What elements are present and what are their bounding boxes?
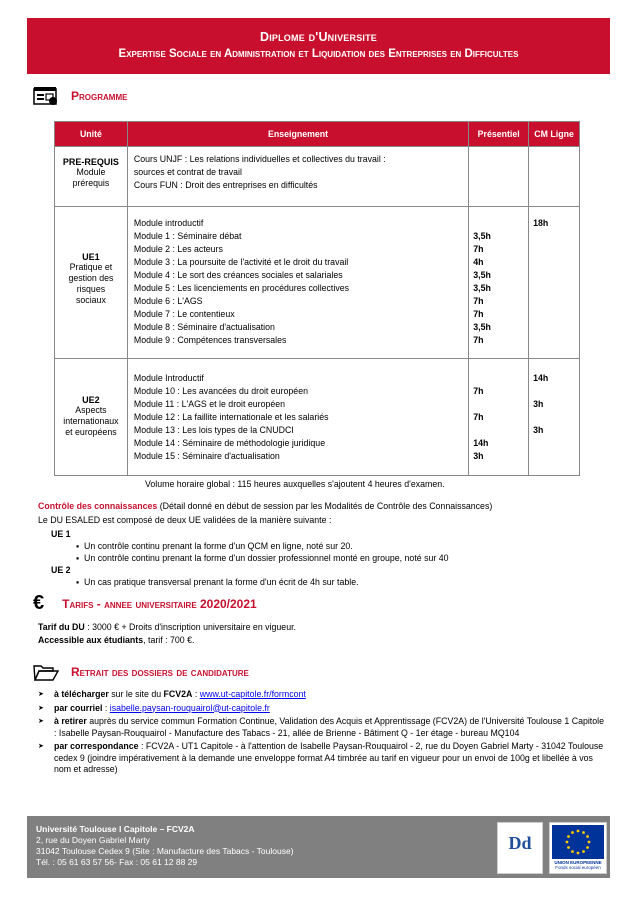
email-link[interactable]: isabelle.paysan-rouquairol@ut-capitole.fr: [109, 702, 270, 713]
module-line: Module Introductif: [133, 373, 204, 383]
presentiel-cell: [469, 207, 529, 359]
retrait-title: Retrait des dossiers de candidature: [71, 665, 249, 679]
hours-value: [533, 153, 579, 166]
unit-description: Pratique et: [69, 262, 113, 272]
presentiel-cell: [469, 359, 529, 476]
list-item: ➤ à retirer auprès du service commun Formation Continue, Validation des Acquis et Apprentissage (FCV2A) de l'Université Toulouse 1 Capitole : Isabelle Paysan-Rouquairol - Manufacture des Tabacs - 21, allée de Brienne - Bâtiment Q - 1er étage - bureau MQ104: [38, 716, 604, 738]
programme-table: [54, 121, 580, 476]
module-line: Module 8 : Séminaire d'actualisation: [133, 322, 275, 332]
hours-value: [533, 321, 579, 334]
eu-caption-2: Fonds social européen: [555, 865, 601, 870]
ue2-label: UE 2: [51, 565, 71, 575]
header-enseignement: Enseignement: [127, 122, 468, 147]
list-item: ➤ par correspondance : FCV2A - UT1 Capitole - à l'attention de Isabelle Paysan-Rouquairol - 2, rue du Doyen Gabriel Marty - 31042 Toulouse cedex 9 (joindre impérativement à la demande une enveloppe format A4 timbrée au tarif en vigueur pour un envoi de 100g et libellée à vos nom et adresse): [38, 741, 604, 774]
programme-icon: [33, 86, 59, 106]
controle-detail: (Détail donné en début de session par les Modalités de Contrôle des Connaissances): [157, 501, 493, 511]
module-line: Module 7 : Le contentieux: [133, 309, 235, 319]
hours-value: [533, 385, 579, 398]
retrait-list: [38, 689, 608, 776]
unit-code: UE1: [82, 252, 100, 262]
unit-cell: [55, 359, 128, 476]
tarifs-heading: [33, 592, 257, 615]
module-line: Module 9 : Compétences transversales: [133, 335, 287, 345]
module-line: Module 1 : Séminaire débat: [133, 231, 242, 241]
hours-value: 3,5h: [473, 270, 491, 280]
hours-value: [533, 437, 579, 450]
eu-star-icon: [571, 831, 574, 834]
website-link[interactable]: www.ut-capitole.fr/formcont: [199, 689, 306, 699]
unit-description: Aspects: [75, 405, 107, 415]
module-line: Module 11 : L'AGS et le droit européen: [133, 399, 286, 409]
hours-value: [473, 217, 528, 230]
hours-value: 7h: [473, 335, 484, 345]
footer-address-2: 31042 Toulouse Cedex 9 (Site : Manufacture des Tabacs - Toulouse): [36, 846, 294, 856]
retrait-heading: [33, 662, 249, 682]
module-line: Cours FUN : Droit des entreprises en difficultés: [133, 180, 318, 190]
hours-value: [533, 166, 579, 179]
banner-line-2: Expertise Sociale en Administration et Liquidation des Entreprises en Difficultes: [118, 48, 519, 60]
table-header-row: [55, 122, 580, 147]
hours-value: [533, 230, 579, 243]
unit-description: Module: [76, 167, 106, 177]
arrow-icon: ➤: [38, 718, 44, 725]
presentiel-cell: [469, 147, 529, 207]
title-banner: [27, 18, 610, 74]
unit-description: risques: [76, 284, 106, 294]
module-line: Module 2 : Les acteurs: [133, 244, 223, 254]
module-line: Module 3 : La poursuite de l'activité et le droit du travail: [133, 257, 349, 267]
hours-value: [533, 308, 579, 321]
eu-star-icon: [582, 831, 585, 834]
enseignement-cell: [127, 207, 468, 359]
datadock-logo: Dd: [497, 822, 543, 874]
hours-value: [533, 450, 579, 463]
hours-value: 7h: [473, 309, 484, 319]
banner-line-1: Diplome d'Universite: [259, 30, 377, 44]
header-presentiel: Présentiel: [469, 122, 529, 147]
header-cm-ligne: CM Ligne: [529, 122, 580, 147]
eu-flag-icon: [551, 824, 605, 860]
unit-description: internationaux: [63, 416, 119, 426]
eu-star-icon: [588, 841, 591, 844]
module-line: Module 13 : Les lois types de la CNUDCI: [133, 425, 294, 435]
module-line: Cours UNJF : Les relations individuelles et collectives du travail :: [133, 154, 386, 164]
hours-value: [533, 243, 579, 256]
hours-value: 7h: [473, 244, 484, 254]
module-line: Module 12 : La faillite internationale et les salariés: [133, 412, 329, 422]
footer-name: Université Toulouse I Capitole – FCV2A: [36, 824, 195, 834]
hours-value: 3,5h: [473, 322, 491, 332]
table-row: [55, 207, 580, 359]
module-line: Module 15 : Séminaire d'actualisation: [133, 451, 280, 461]
module-line: Module 4 : Le sort des créances sociales et salariales: [133, 270, 343, 280]
enseignement-cell: [127, 359, 468, 476]
module-line: sources et contrat de travail: [133, 167, 242, 177]
hours-value: [473, 372, 528, 385]
unit-description: sociaux: [76, 295, 106, 305]
hours-value: [533, 179, 579, 192]
eu-star-icon: [566, 841, 569, 844]
hours-value: [473, 424, 528, 437]
ue1-label: UE 1: [51, 529, 71, 539]
ue1-item-1: ▪ Un contrôle continu prenant la forme d'un QCM en ligne, noté sur 20.: [76, 541, 353, 551]
hours-value: [533, 282, 579, 295]
hours-value: 3h: [533, 425, 544, 435]
unit-description: prérequis: [72, 178, 110, 188]
module-line: Module 10 : Les avancées du droit européen: [133, 386, 308, 396]
eu-star-icon: [586, 846, 589, 849]
module-line: Module introductif: [133, 218, 204, 228]
ue1-item-2: ▪ Un contrôle continu prenant la forme d'un dossier professionnel monté en groupe, noté sur 40: [76, 553, 449, 563]
unit-description: gestion des: [68, 273, 114, 283]
eu-star-icon: [567, 846, 570, 849]
unit-cell: [55, 207, 128, 359]
module-line: Module 14 : Séminaire de méthodologie juridique: [133, 438, 326, 448]
module-line: Module 5 : Les licenciements en procédures collectives: [133, 283, 350, 293]
enseignement-cell: [127, 147, 468, 207]
hours-value: 7h: [473, 412, 484, 422]
hours-value: [533, 334, 579, 347]
table-row: [55, 147, 580, 207]
hours-value: 14h: [533, 373, 549, 383]
arrow-icon: ➤: [38, 704, 44, 712]
programme-title: Programme: [71, 89, 128, 103]
list-item: ➤ à télécharger sur le site du FCV2A : www.ut-capitole.fr/formcont: [38, 689, 306, 699]
cm-ligne-cell: [529, 359, 580, 476]
unit-cell: [55, 147, 128, 207]
eu-star-icon: [577, 852, 580, 855]
hours-value: 18h: [533, 218, 549, 228]
hours-value: [533, 269, 579, 282]
folder-icon: [33, 662, 59, 682]
hours-value: 4h: [473, 257, 484, 267]
cm-ligne-cell: [529, 147, 580, 207]
hours-value: 14h: [473, 438, 489, 448]
euro-icon: €: [33, 592, 45, 614]
hours-value: [533, 256, 579, 269]
tarifs-title: Tarifs - annee universitaire 2020/2021: [62, 596, 257, 611]
hours-value: 3,5h: [473, 283, 491, 293]
controle-line: [38, 501, 492, 511]
footer-address-1: 2, rue du Doyen Gabriel Marty: [36, 835, 150, 845]
hours-value: [473, 166, 528, 179]
table-row: [55, 359, 580, 476]
arrow-icon: ➤: [38, 743, 44, 750]
volume-horaire: Volume horaire global : 115 heures auxquelles s'ajoutent 4 heures d'examen.: [145, 479, 445, 489]
eu-flag-logo: [549, 822, 607, 874]
hours-value: 3h: [473, 451, 484, 461]
unit-code: PRE-REQUIS: [62, 157, 119, 167]
eu-star-icon: [577, 830, 580, 833]
programme-heading: [33, 86, 127, 106]
eu-caption-1: UNION EUROPEENNE: [554, 860, 602, 865]
controle-intro: Le DU ESALED est composé de deux UE validées de la manière suivante :: [38, 515, 332, 525]
eu-star-icon: [586, 835, 589, 838]
list-item: ➤ par courriel : isabelle.paysan-rouquairol@ut-capitole.fr: [38, 702, 270, 713]
eu-star-icon: [582, 850, 585, 853]
footer-phone: Tél. : 05 61 63 57 56- Fax : 05 61 12 88 29: [36, 857, 198, 867]
eu-star-icon: [567, 835, 570, 838]
module-line: Module 6 : L'AGS: [133, 296, 203, 306]
unit-code: UE2: [82, 395, 100, 405]
unit-description: et européens: [65, 427, 117, 437]
hours-value: 7h: [473, 386, 484, 396]
hours-value: [473, 153, 528, 166]
hours-value: [533, 411, 579, 424]
hours-value: 3,5h: [473, 231, 491, 241]
hours-value: [533, 295, 579, 308]
tarif-du: Tarif du DU : 3000 € + Droits d'inscription universitaire en vigueur.: [38, 622, 296, 632]
cm-ligne-cell: [529, 207, 580, 359]
controle-title: Contrôle des connaissances: [38, 501, 158, 511]
ue2-item-1: ▪ Un cas pratique transversal prenant la forme d'un écrit de 4h sur table.: [76, 577, 359, 587]
hours-value: [473, 398, 528, 411]
hours-value: 3h: [533, 399, 544, 409]
arrow-icon: ➤: [38, 691, 44, 698]
hours-value: [473, 179, 528, 192]
tarif-etudiants: Accessible aux étudiants, tarif : 700 €.: [38, 635, 195, 645]
hours-value: 7h: [473, 296, 484, 306]
footer: [27, 816, 610, 878]
header-unite: Unité: [55, 122, 128, 147]
eu-star-icon: [571, 850, 574, 853]
